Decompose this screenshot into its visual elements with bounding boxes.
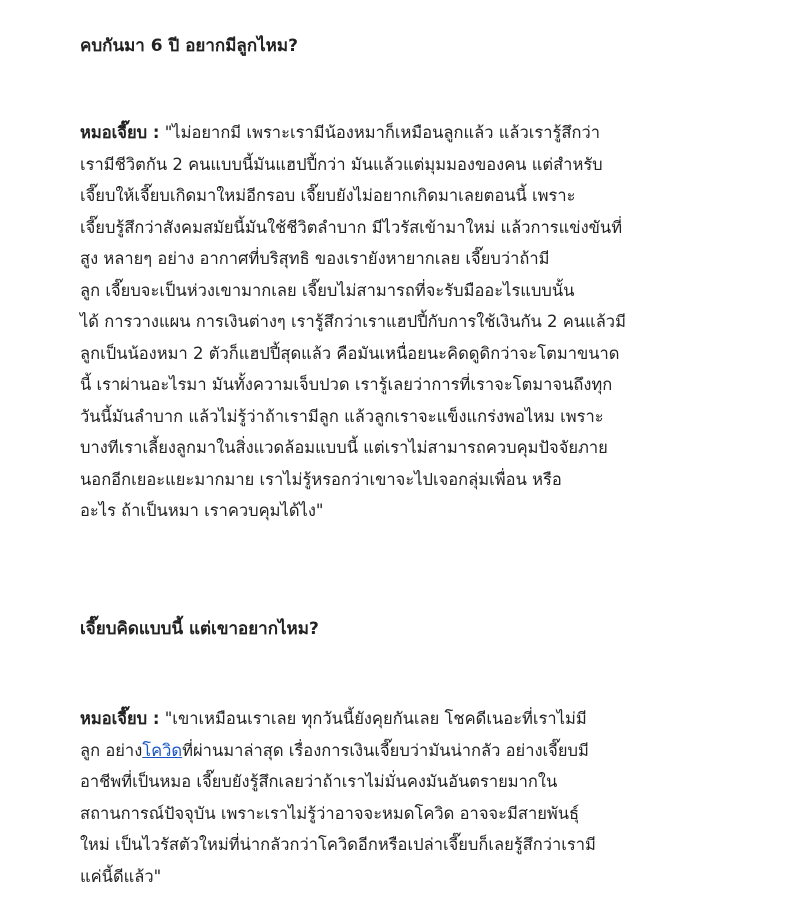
answer-line <box>80 703 596 735</box>
answer-line: เรามีชีวิตกัน 2 คนแบบนี้มันแฮปปี้กว่า มันแล้วแต่มุมมองของคน แต่สำหรับ <box>80 154 603 174</box>
answer-line: ลูกเป็นน้องหมา 2 ตัวก็แฮปปี้สุดแล้ว คือมันเหนื่อยนะคิดดูดิกว่าจะโตมาขนาด <box>80 343 620 363</box>
section-1-question: คบกันมา 6 ปี อยากมีลูกไหม? <box>80 36 298 56</box>
answer-line: เจี๊ยบให้เจี๊ยบเกิดมาใหม่อีกรอบ เจี๊ยบยังไม่อยากเกิดมาเลยตอนนี้ เพราะ <box>80 186 576 205</box>
answer-line <box>80 735 596 767</box>
answer-line: ได้ การวางแผน การเงินต่างๆ เรารู้สึกว่าเราแฮปปี้กับการใช้เงินกัน 2 คนแล้วมี <box>80 312 626 331</box>
answer-line: นอกอีกเยอะแยะมากมาย เราไม่รู้หรอกว่าเขาจะไปเจอกลุ่มเพื่อน หรือ <box>80 469 562 489</box>
answer-text: ที่ผ่านมาล่าสุด เรื่องการเงินเจี๊ยบว่ามันน่ากลัว อย่างเจี๊ยบมี <box>182 740 589 760</box>
answer-line: เจี๊ยบรู้สึกว่าสังคมสมัยนี้มันใช้ชีวิตลำบาก มีไวรัสเข้ามาใหม่ แล้วการแข่งขันที่ <box>80 217 623 237</box>
answer-line: แค่นี้ดีแล้ว" <box>80 866 162 886</box>
speaker-label: หมอเจี๊ยบ : <box>80 709 160 728</box>
answer-line: สูง หลายๆ อย่าง อากาศที่บริสุทธิ ของเรายังหายากเลย เจี๊ยบว่าถ้ามี <box>80 249 550 268</box>
answer-line <box>80 117 626 149</box>
answer-line: อะไร ถ้าเป็นหมา เราควบคุมได้ไง" <box>80 501 324 520</box>
answer-line: อาชีพที่เป็นหมอ เจี๊ยบยังรู้สึกเลยว่าถ้าเราไม่มั่นคงมันอันตรายมากใน <box>80 772 558 791</box>
answer-line: สถานการณ์ปัจจุบัน เพราะเราไม่รู้ว่าอาจจะหมดโควิด อาจจะมีสายพันธุ์ <box>80 803 580 823</box>
covid-link[interactable]: โควิด <box>142 740 183 760</box>
section-2-answer <box>80 703 596 892</box>
section-1-answer <box>80 117 626 527</box>
answer-line: วันนี้มันลำบาก แล้วไม่รู้ว่าถ้าเรามีลูก แล้วลูกเราจะแข็งแกร่งพอไหม เพราะ <box>80 406 604 426</box>
section-2-question: เจี๊ยบคิดแบบนี้ แต่เขาอยากไหม? <box>80 619 319 639</box>
answer-line: ลูก เจี๊ยบจะเป็นห่วงเขามากเลย เจี๊ยบไม่สามารถที่จะรับมืออะไรแบบนั้น <box>80 280 575 300</box>
answer-line: นี้ เราผ่านอะไรมา มันทั้งความเจ็บปวด เรารู้เลยว่าการที่เราจะโตมาจนถึงทุก <box>80 375 613 394</box>
answer-text: ลูก อย่าง <box>80 740 143 760</box>
answer-text: "ไม่อยากมี เพราะเรามีน้องหมาก็เหมือนลูกแล้ว แล้วเรารู้สึกว่า <box>159 123 601 142</box>
answer-line: ใหม่ เป็นไวรัสตัวใหม่ที่น่ากลัวกว่าโควิดอีกหรือเปล่าเจี๊ยบก็เลยรู้สึกว่าเรามี <box>80 835 596 854</box>
answer-text: "เขาเหมือนเราเลย ทุกวันนี้ยังคุยกันเลย โชคดีเนอะที่เราไม่มี <box>159 709 587 728</box>
speaker-label: หมอเจี๊ยบ : <box>80 123 160 142</box>
answer-line: บางทีเราเลี้ยงลูกมาในสิ่งแวดล้อมแบบนี้ แต่เราไม่สามารถควบคุมปัจจัยภาย <box>80 438 608 457</box>
